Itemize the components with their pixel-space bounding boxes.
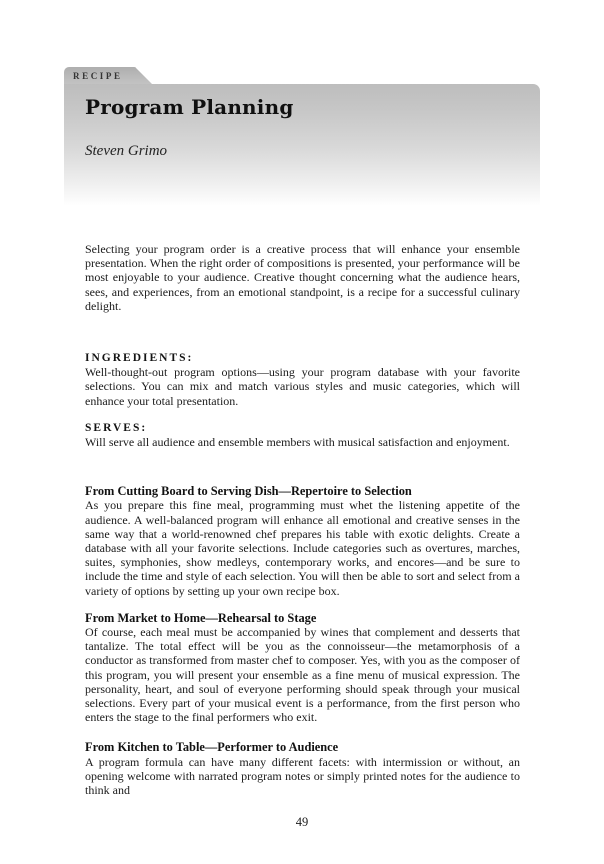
section-text: As you prepare this fine meal, programming must whet the listening appetite of the audience. A well-balanced program will enhance all emotional and creative senses in the same way that a world-renowned chef prepares his table with exotic delights. Create a database with all your favorite selections. Include categories such as overtures, marches, suites, symphonies, show medleys, contemporary works, and encores—and be sure to include the time and style of each selection. You will then be able to sort and select from a variety of options by setting up your own recipe box. [85,498,520,598]
body-content [85,242,520,797]
intro-paragraph: Selecting your program order is a creative process that will enhance your ensemble presentation. When the right order of compositions is presented, your performance will be most enjoyable to your audience. Creative thought concerning what the audience hears, sees, and experiences, from an emotional standpoint, is a recipe for a successful culinary delight. [85,242,520,313]
section-heading: From Market to Home—Rehearsal to Stage [85,610,317,625]
recipe-tab-label: RECIPE [73,70,123,81]
section-repertoire-to-selection [85,484,520,598]
recipe-folder-header [64,67,540,206]
section-heading: From Cutting Board to Serving Dish—Repertoire to Selection [85,484,412,499]
ingredients-label: INGREDIENTS: [85,352,194,365]
page-title: Program Planning [85,95,294,119]
header-band [64,84,540,206]
serves-label: SERVES: [85,421,148,434]
serves-text: Will serve all audience and ensemble members with musical satisfaction and enjoyment. [85,435,510,450]
page-number: 49 [295,815,309,829]
ingredients-text: Well-thought-out program options—using your program database with your favorite selections. You can mix and match various styles and music categories, which will enhance your total presentation. [85,365,520,408]
section-text: A program formula can have many different facets: with intermission or without, an opening welcome with narrated program notes or simply printed notes for the audience to think and [85,754,520,798]
section-heading: From Kitchen to Table—Performer to Audience [85,740,339,755]
section-performer-to-audience [85,740,520,797]
author-name: Steven Grimo [85,143,168,159]
recipe-tab [64,67,136,84]
serves-block [85,421,520,449]
section-rehearsal-to-stage [85,611,520,725]
section-text: Of course, each meal must be accompanied by wines that complement and desserts that tantalize. The total effect will be you as the connoisseur—the metamorphosis of a conductor as transformed from master chef to composer. Yes, with you as the composer of this program, you will present your ensemble as a fine menu of musical expression. The personality, heart, and soul of everyone performing should speak through your musical selections. Every part of your musical event is a performance, from the first person who enters the stage to the final performers who exit. [85,625,520,725]
ingredients-block [85,351,520,408]
